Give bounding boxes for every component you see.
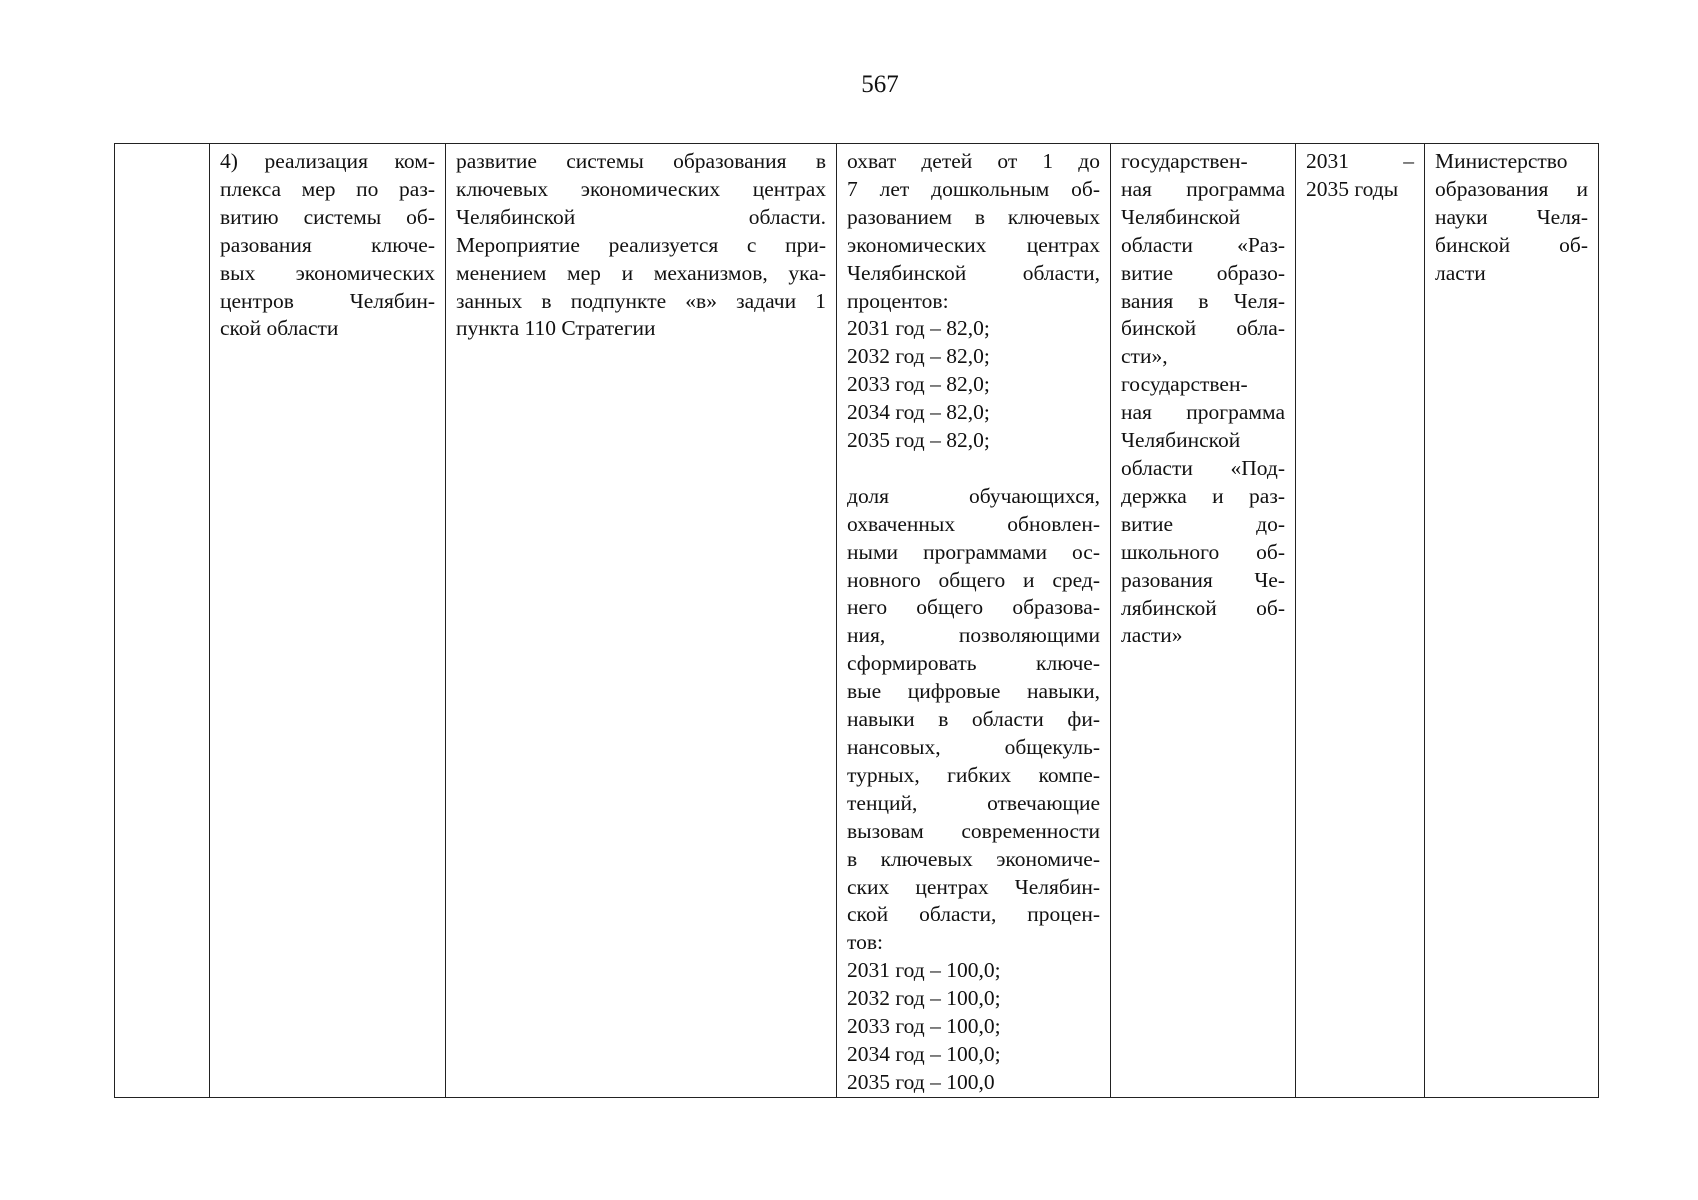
text-line: вания в Челя- — [1121, 288, 1285, 313]
text-line: вызовам современности — [847, 818, 1100, 843]
cell-description — [446, 144, 837, 1098]
text-line: ской области, процен- — [847, 902, 1100, 927]
text-line: центров Челябин- — [220, 288, 435, 313]
text-line: тенций, отвечающие — [847, 790, 1100, 815]
text-line: доля обучающихся, — [847, 483, 1100, 508]
text-line: Мероприятие реализуется с при- — [456, 232, 826, 257]
text-line: ласти — [1435, 260, 1486, 285]
cell-responsible — [1425, 144, 1599, 1098]
text-line: витие до- — [1121, 511, 1285, 536]
text-line: бинской обла- — [1121, 316, 1285, 341]
cell-indicators — [837, 144, 1111, 1098]
text-line: навыки в области фи- — [847, 707, 1100, 732]
text-line: экономических центрах — [847, 232, 1100, 257]
text-line: турных, гибких компе- — [847, 762, 1100, 787]
table-row — [115, 144, 1599, 1098]
text-line: ная программа — [1121, 400, 1285, 425]
text-line: науки Челя- — [1435, 204, 1588, 229]
indicator-share — [847, 483, 1100, 957]
text-line: области «Раз- — [1121, 232, 1285, 257]
text-line: новного общего и сред- — [847, 567, 1100, 592]
text-line: ласти» — [1121, 623, 1183, 648]
text-line: 2031 – — [1306, 149, 1414, 173]
text-line: разования Че- — [1121, 567, 1285, 592]
text-line: нансовых, общекуль- — [847, 735, 1100, 760]
text-line: 2033 год – 100,0; — [847, 1014, 1001, 1039]
plan-table — [114, 143, 1599, 1098]
text-line: Челябинской — [1121, 204, 1241, 229]
text-line: него общего образова- — [847, 595, 1100, 620]
text-line: ских центрах Челябин- — [847, 874, 1100, 899]
text-line: образования и — [1435, 176, 1588, 201]
text-line: ской области — [220, 316, 339, 341]
cell-period — [1296, 144, 1425, 1098]
text-line: 2035 годы — [1306, 176, 1399, 201]
text-line: школьного об- — [1121, 539, 1285, 564]
text-line: менением мер и механизмов, ука- — [456, 260, 826, 285]
text-line: 2031 год – 82,0; — [847, 316, 990, 341]
text-line: вые цифровые навыки, — [847, 679, 1100, 704]
indicator-coverage-values — [847, 315, 1100, 455]
text-line: вых экономических — [220, 260, 435, 285]
text-line: области «Под- — [1121, 455, 1285, 480]
text-line: разования ключе- — [220, 232, 435, 257]
indicator-coverage — [847, 148, 1100, 315]
cell-measure — [210, 144, 446, 1098]
text-line: 2035 год – 100,0 — [847, 1069, 995, 1094]
text-line: Министерство — [1435, 149, 1568, 173]
text-line: государствен- — [1121, 372, 1248, 397]
text-line: плекса мер по раз- — [220, 176, 435, 201]
text-line: развитие системы образования в — [456, 149, 826, 173]
text-line: 2031 год – 100,0; — [847, 958, 1001, 983]
text-line: государствен- — [1121, 149, 1248, 173]
cell-programs — [1111, 144, 1296, 1098]
text-line: разованием в ключевых — [847, 204, 1100, 229]
text-line: занных в подпункте «в» задачи 1 — [456, 288, 826, 313]
text-line: ния, позволяющими — [847, 623, 1100, 648]
text-line: тов: — [847, 930, 883, 955]
text-line: 7 лет дошкольным об- — [847, 176, 1100, 201]
text-line: лябинской об- — [1121, 595, 1285, 620]
text-line: 2034 год – 100,0; — [847, 1041, 1001, 1066]
text-line: витие образо- — [1121, 260, 1285, 285]
text-line: 2035 год – 82,0; — [847, 428, 990, 453]
text-line: 4) реализация ком- — [220, 149, 435, 173]
page-number: 567 — [861, 71, 899, 98]
text-line: процентов: — [847, 288, 949, 313]
text-line: Челябинской — [1121, 428, 1241, 453]
indicator-share-values — [847, 957, 1100, 1097]
text-line: витию системы об- — [220, 204, 435, 229]
text-line: в ключевых экономиче- — [847, 846, 1100, 871]
text-line: 2034 год – 82,0; — [847, 400, 990, 425]
text-line: 2032 год – 82,0; — [847, 344, 990, 369]
text-line: ключевых экономических центрах — [456, 176, 826, 201]
text-line: пункта 110 Стратегии — [456, 316, 656, 341]
text-line: бинской об- — [1435, 232, 1588, 257]
cell-number — [115, 144, 210, 1098]
text-line: охват детей от 1 до — [847, 149, 1100, 173]
text-line: охваченных обновлен- — [847, 511, 1100, 536]
text-line: сформировать ключе- — [847, 651, 1100, 676]
text-line: Челябинской области, — [847, 260, 1100, 285]
spacer — [847, 455, 1100, 483]
text-line: сти», — [1121, 344, 1168, 369]
text-line: ная программа — [1121, 176, 1285, 201]
text-line: держка и раз- — [1121, 483, 1285, 508]
text-line: ными программами ос- — [847, 539, 1100, 564]
text-line: Челябинской области. — [456, 204, 826, 229]
text-line: 2033 год – 82,0; — [847, 372, 990, 397]
text-line: 2032 год – 100,0; — [847, 986, 1001, 1011]
